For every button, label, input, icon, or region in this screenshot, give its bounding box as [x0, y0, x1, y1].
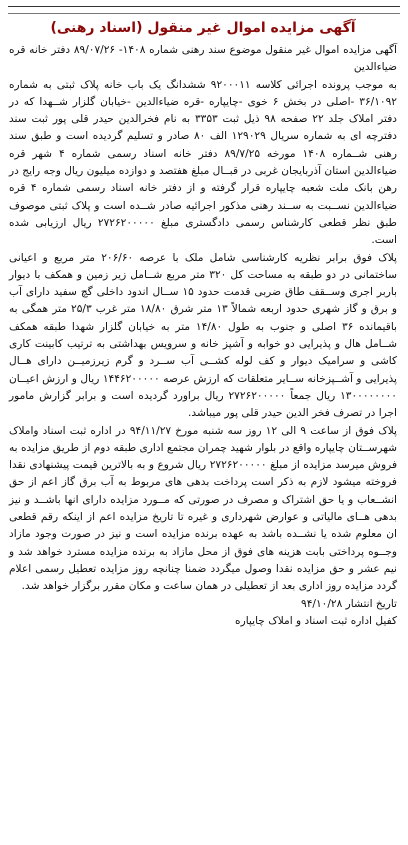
publish-date: تاریخ انتشار ۹۴/۱۰/۲۸	[301, 597, 397, 610]
top-rule	[8, 6, 400, 7]
signature: کفیل اداره ثبت اسناد و املاک چایپاره	[235, 614, 397, 627]
notice-body	[9, 42, 397, 630]
notice-paragraph-intro: آگهی مزایده اموال غیر منقول موضوع سند رهنی شماره ۱۴۰۸- ۸۹/۰۷/۲۶ دفتر خانه قره ضیاءالدین	[9, 44, 397, 74]
notice-paragraph-property: پلاک فوق برابر نظریه کارشناسی شامل ملک با عرصه ۲۰۶/۶۰ متر مربع و اعیانی ساختمانی در دو طبقه به مساحت کل ۳۲۰ متر مربع شــامل زیر زمین و همکف با دیوار باربر اجری وســقف طاق ضربی قدمت حدود ۱۵ ســال اندود داخلی گچ سفید دارای آب و برق و گاز شهری حدود اربعه شمالاً ۱۳ متر شرق ۱۸/۸۰ متر غرب ۲۵/۳ متر همگی به باقیمانده ۳۶ اصلی و جنوب به طول ۱۴/۸۰ متر به خیابان گلزار شهدا طبقه همکف شــامل هال و پذیرایی دو خوابه و آشپز خانه و سرویس بهداشتی به ترتیب کابینت کاری کاشی و سرامیک دیوار و کف لوله کشــی آب ســرد و گرم زیرزمیــن دارای هــال پذیرایی و آشــپزخانه ســایر متعلقات که ارزش عرصه ۱۴۴۶۲۰۰۰۰۰ ریال و ارزش اعیــان ۱۳۰۰۰۰۰۰۰۰ ریال جمعاً ۲۷۲۶۲۰۰۰۰۰ ریال براورد گردیده است و برابر گزارش مامور اجرا در تصرف فخر الدین حیدر قلی پور میباشد.	[9, 251, 398, 420]
top-rule-secondary	[8, 13, 400, 14]
notice-title: آگهی مزایده اموال غیر منقول (اسناد رهنی)	[50, 20, 356, 36]
notice-paragraph-auction: پلاک فوق از ساعت ۹ الی ۱۲ روز سه شنبه مورخ ۹۴/۱۱/۲۷ در اداره ثبت اسناد واملاک شهرســتان چایپاره واقع در بلوار شهید چمران مجتمع اداری طبقه دوم از طریق مزایده به فروش میرسد مزایده از مبلغ ۲۷۲۶۲۰۰۰۰۰ ریال شروع و به بالاترین قیمت پیشنهادی نقدا فروخته میشود لازم به ذکر است پرداخت بدهی های مربوط به آب برق گاز اعم از حق انشــعاب و یا حق اشتراک و مصرف در صورتی که مــورد مزایده دارای انها باشــد و نیز بدهی هــای مالیاتی و عوارض شهرداری و غیره تا تاریخ مزایده اعم از اینکه رقم قطعی ان معلوم شده یا نشــده باشد به عهده برنده مزایده است و نیز در صورت وجود مازاد وجــوه پرداختی بابت هزینه های فوق از محل مازاد به برنده مزایده مسترد خواهد شد و نیم عشر و حق مزایده نقدا وصول میگردد ضمنا چنانچه روز مزایده تعطیل رسمی اعلام گردد مزایده روز اداری بعد از تعطیلی در همان ساعت و مکان مقرر برگزار خواهد شد.	[8, 424, 398, 593]
notice-paragraph-case: به موجب پرونده اجرائی کلاسه ۹۲۰۰۰۱۱ ششدانگ یک باب خانه پلاک ثبتی به شماره ۳۶/۱۰۹۲ -اصلی در بخش ۶ خوی -چایپاره -قره ضیاءالدین -خیابان گلزار شــهدا که در دفتر املاک جلد ۲۲ صفحه ۹۸ ذیل ثبت ۳۳۵۳ به نام فخرالدین حیدر قلی پور ثبت سند دفترچه ای به شماره سریال ۱۲۹۰۲۹ الف ۸۰ صادر و تسلیم گردیده است و طبق سند رهنی شــماره ۱۴۰۸ مورخه ۸۹/۷/۲۵ دفتر خانه اسناد رسمی شماره ۴ شهر قره ضیاءالدین استان آذربایجان غربی در قبــال مبلغ هفتصد و دوازده میلیون ریال وجه رایج در رهن بانک ملت شعبه چایپاره قرار گرفته و از دفتر خانه اسناد رسمی شماره ۴ قره ضیاءالدین نســبت به ســند رهنی مذکور اجرائیه صادر شــده است و پلاک ثبتی موصوف طبق نظر قطعی کارشناس رسمی دادگستری مبلغ ۲۷۲۶۲۰۰۰۰۰ ریال ارزیابی شده است.	[9, 78, 397, 247]
